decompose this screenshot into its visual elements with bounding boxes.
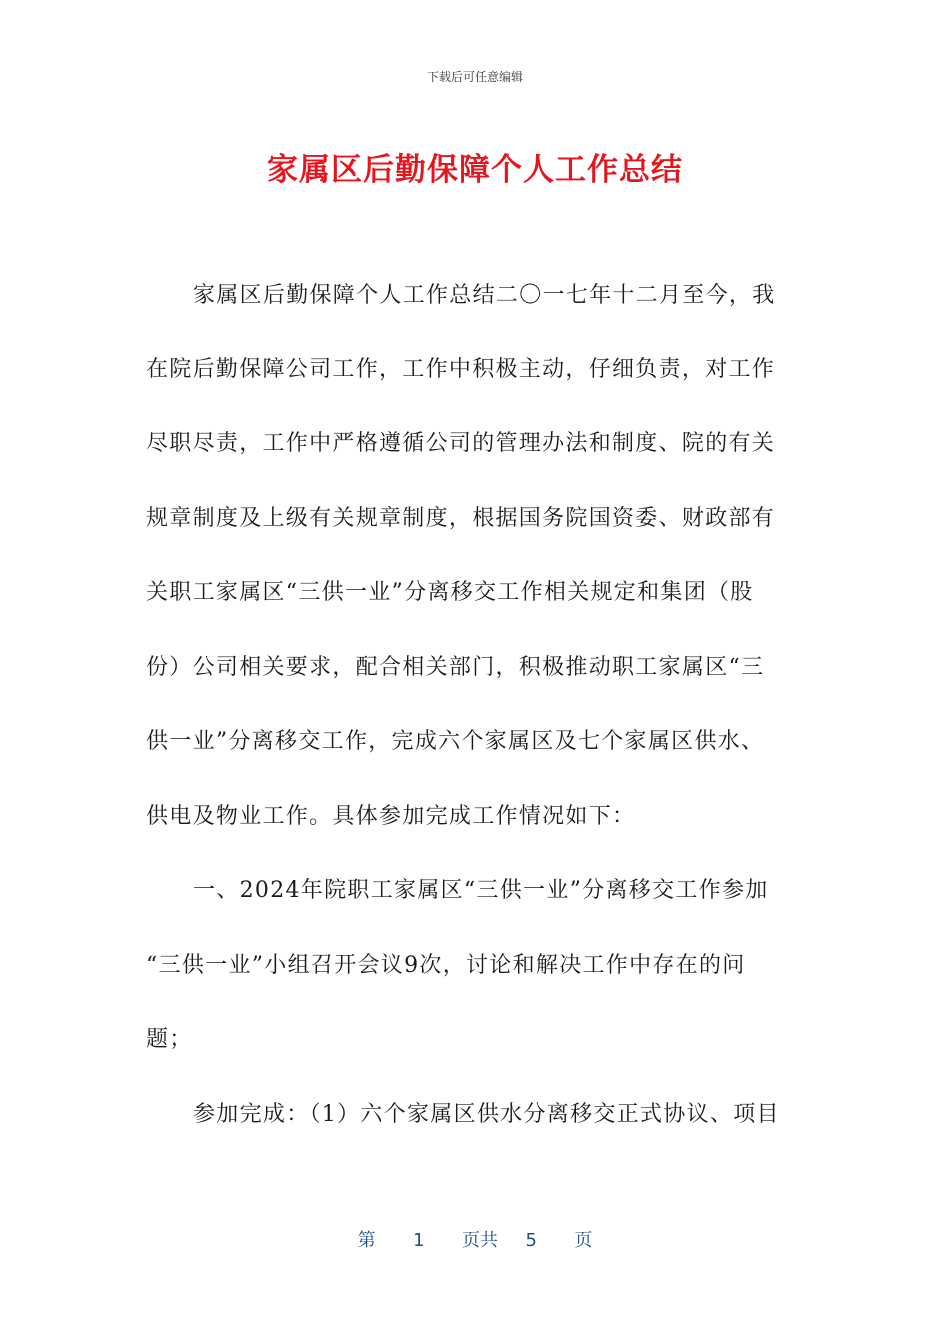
body-line-12: 参加完成：（1）六个家属区供水分离移交正式协议、项目 [193, 1102, 780, 1127]
header-note: 下载后可任意编辑 [426, 70, 523, 84]
body-line-3: 尽职尽责，工作中严格遵循公司的管理办法和制度、院的有关 [146, 431, 776, 456]
footer-page-prefix: 第 [357, 1230, 376, 1251]
body-line-1: 家属区后勤保障个人工作总结二〇一七年十二月至今，我 [193, 283, 776, 308]
document-title: 家属区后勤保障个人工作总结 [267, 152, 683, 188]
body-line-10: “三供一业”小组召开会议9次，讨论和解决工作中存在的问 [146, 953, 746, 978]
body-line-9: 一、2024年院职工家属区“三供一业”分离移交工作参加 [193, 878, 769, 903]
page-footer [0, 1226, 950, 1252]
body-line-5: 关职工家属区“三供一业”分离移交工作相关规定和集团（股 [146, 580, 754, 605]
footer-page-suffix: 页 [574, 1230, 593, 1251]
footer-page-mid: 页共 [462, 1230, 498, 1251]
body-line-7: 供一业”分离移交工作，完成六个家属区及七个家属区供水、 [146, 729, 765, 754]
body-line-6: 份）公司相关要求，配合相关部门，积极推动职工家属区“三 [146, 655, 765, 680]
body-line-11: 题； [146, 1027, 193, 1052]
body-line-8: 供电及物业工作。具体参加完成工作情况如下： [146, 804, 636, 829]
footer-page-total: 5 [525, 1230, 537, 1251]
footer-page-current: 1 [413, 1230, 425, 1251]
body-line-2: 在院后勤保障公司工作，工作中积极主动，仔细负责，对工作 [146, 357, 776, 382]
body-line-4: 规章制度及上级有关规章制度，根据国务院国资委、财政部有 [146, 506, 776, 531]
